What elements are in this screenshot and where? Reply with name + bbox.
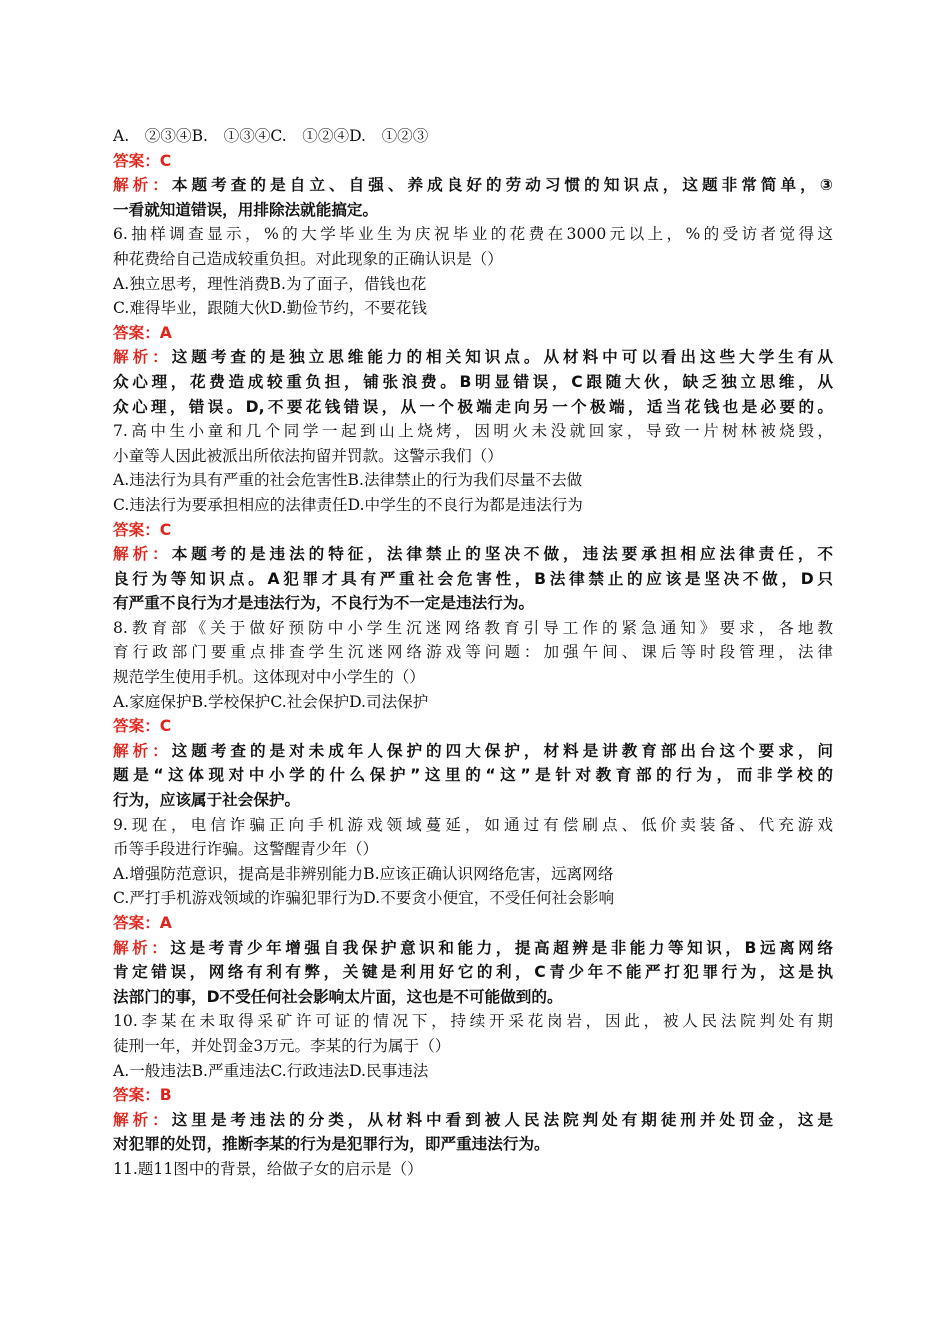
options-line — [113, 296, 833, 321]
explanation-label: 解析： — [113, 176, 172, 195]
line-text: 这题考查的是对未成年人保护的四大保护，材料是讲教育部出台这个要求，问 — [171, 741, 833, 760]
line-text: 规范学生使用手机。这体现对中小学生的（） — [113, 668, 425, 687]
line-text: 种花费给自己造成较重负担。对此现象的正确认识是（） — [113, 249, 503, 268]
explanation-label: 解析： — [113, 348, 172, 367]
question-line — [113, 640, 833, 665]
answer-value: C — [159, 520, 172, 539]
question-line — [113, 1009, 833, 1034]
answer-value: A — [159, 323, 172, 342]
line-text: 题是“这体现对中小学的什么保护”这里的“这”是针对教育部的行为，而非学校的 — [113, 766, 833, 785]
line-text: 行为，应该属于社会保护。 — [113, 791, 301, 810]
answer-line — [113, 714, 833, 739]
options-line — [113, 272, 833, 297]
line-text: 本题考查的是自立、自强、养成良好的劳动习惯的知识点，这题非常简单，③ — [171, 176, 833, 195]
line-text: 对犯罪的处罚，推断李某的行为是犯罪行为，即严重违法行为。 — [113, 1135, 550, 1154]
line-text: A. ②③④B. ①③④C. ①②④D. ①②③ — [113, 127, 429, 145]
answer-line — [113, 911, 833, 936]
line-text: 6.抽样调查显示，%的大学毕业生为庆祝毕业的花费在3000元以上，%的受访者觉得这 — [113, 225, 833, 244]
line-text: C.违法行为要承担相应的法律责任D.中学生的不良行为都是违法行为 — [113, 495, 583, 514]
line-text: A.独立思考，理性消费B.为了面子，借钱也花 — [113, 274, 427, 293]
options-line — [113, 690, 833, 715]
question-line — [113, 665, 833, 690]
answer-label: 答案： — [113, 323, 160, 342]
line-text: 肯定错误，网络有利有弊，关键是利用好它的利，C青少年不能严打犯罪行为，这是执 — [113, 963, 833, 982]
line-text: 7.高中生小童和几个同学一起到山上烧烤，因明火未没就回家，导致一片树林被烧毁， — [113, 422, 833, 441]
question-line — [113, 616, 833, 641]
explanation-line — [113, 198, 833, 223]
explanation-line — [113, 542, 833, 567]
answer-label: 答案： — [113, 520, 160, 539]
options-line — [113, 886, 833, 911]
explanation-line — [113, 739, 833, 764]
line-text: 一看就知道错误，用排除法就能搞定。 — [113, 200, 379, 219]
explanation-line — [113, 370, 833, 395]
line-text: 小童等人因此被派出所依法拘留并罚款。这警示我们（） — [113, 446, 503, 465]
explanation-label: 解析： — [113, 545, 172, 564]
question-line — [113, 1157, 833, 1182]
answer-line — [113, 1083, 833, 1108]
line-text: 11.题11图中的背景，给做子女的启示是（） — [113, 1159, 423, 1178]
explanation-line — [113, 960, 833, 985]
answer-value: A — [159, 914, 172, 932]
line-text: 这题考查的是独立思维能力的相关知识点。从材料中可以看出这些大学生有从 — [171, 348, 833, 367]
line-text: A.一般违法B.严重违法C.行政违法D.民事违法 — [113, 1061, 429, 1080]
line-text: 本题考的是违法的特征，法律禁止的坚决不做，违法要承担相应法律责任，不 — [171, 545, 833, 564]
answer-value: B — [159, 1086, 172, 1105]
line-text: 徒刑一年，并处罚金3万元。李某的行为属于（） — [113, 1036, 451, 1055]
options-line — [113, 862, 833, 887]
line-text: 8.教育部《关于做好预防中小学生沉迷网络教育引导工作的紧急通知》要求，各地教 — [113, 618, 833, 637]
answer-line — [113, 149, 833, 174]
explanation-label: 解析： — [113, 1110, 172, 1129]
answer-value: C — [159, 717, 172, 736]
explanation-label: 解析： — [113, 938, 171, 957]
explanation-line — [113, 985, 833, 1010]
line-text: 众心理，错误。D,不要花钱错误，从一个极端走向另一个极端，适当花钱也是必要的。 — [113, 397, 833, 416]
answer-label: 答案： — [113, 717, 160, 736]
options-line — [113, 1059, 833, 1084]
line-text: 10.李某在未取得采矿许可证的情况下，持续开采花岗岩，因此，被人民法院判处有期 — [113, 1012, 833, 1031]
explanation-label: 解析： — [113, 741, 172, 760]
explanation-line — [113, 173, 833, 198]
question-line — [113, 419, 833, 444]
answer-label: 答案： — [113, 151, 160, 170]
question-line — [113, 837, 833, 862]
explanation-line — [113, 1132, 833, 1157]
line-text: A.家庭保护B.学校保护C.社会保护D.司法保护 — [113, 692, 429, 711]
line-text: 有严重不良行为才是违法行为，不良行为不一定是违法行为。 — [113, 594, 535, 613]
answer-label: 答案： — [113, 914, 160, 932]
line-text: A.增强防范意识，提高是非辨别能力B.应该正确认识网络危害，远离网络 — [113, 864, 614, 883]
line-text: 这里是考违法的分类，从材料中看到被人民法院判处有期徒刑并处罚金，这是 — [171, 1110, 833, 1129]
options-line — [113, 468, 833, 493]
answer-line — [113, 321, 833, 346]
line-text: 这是考青少年增强自我保护意识和能力，提高超辨是非能力等知识，B远离网络 — [170, 938, 833, 957]
answer-line — [113, 518, 833, 543]
explanation-line — [113, 763, 833, 788]
line-text: 币等手段进行诈骗。这警醒青少年（） — [113, 840, 379, 859]
explanation-line — [113, 591, 833, 616]
line-text: A.违法行为具有严重的社会危害性B.法律禁止的行为我们尽量不去做 — [113, 471, 583, 490]
question-line — [113, 1034, 833, 1059]
document-page — [113, 124, 833, 1182]
question-line — [113, 247, 833, 272]
explanation-line — [113, 936, 833, 961]
line-text: 良行为等知识点。A犯罪才具有严重社会危害性，B法律禁止的应该是坚决不做，D只 — [113, 569, 833, 588]
explanation-line — [113, 345, 833, 370]
options-line — [113, 124, 833, 149]
explanation-line — [113, 395, 833, 420]
question-line — [113, 444, 833, 469]
question-line — [113, 222, 833, 247]
explanation-line — [113, 788, 833, 813]
question-line — [113, 813, 833, 838]
line-text: C.难得毕业，跟随大伙D.勤俭节约，不要花钱 — [113, 299, 427, 318]
line-text: 育行政部门要重点排查学生沉迷网络游戏等问题：加强午间、课后等时段管理，法律 — [113, 643, 833, 662]
answer-value: C — [159, 151, 172, 170]
explanation-line — [113, 567, 833, 592]
line-text: 法部门的事，D不受任何社会影响太片面，这也是不可能做到的。 — [113, 987, 563, 1006]
explanation-line — [113, 1108, 833, 1133]
line-text: 9.现在，电信诈骗正向手机游戏领域蔓延，如通过有偿刷点、低价卖装备、代充游戏 — [113, 815, 833, 834]
answer-label: 答案： — [113, 1086, 160, 1105]
options-line — [113, 493, 833, 518]
line-text: 众心理，花费造成较重负担，铺张浪费。B明显错误，C跟随大伙，缺乏独立思维，从 — [113, 372, 833, 391]
line-text: C.严打手机游戏领域的诈骗犯罪行为D.不要贪小便宜，不受任何社会影响 — [113, 889, 615, 908]
